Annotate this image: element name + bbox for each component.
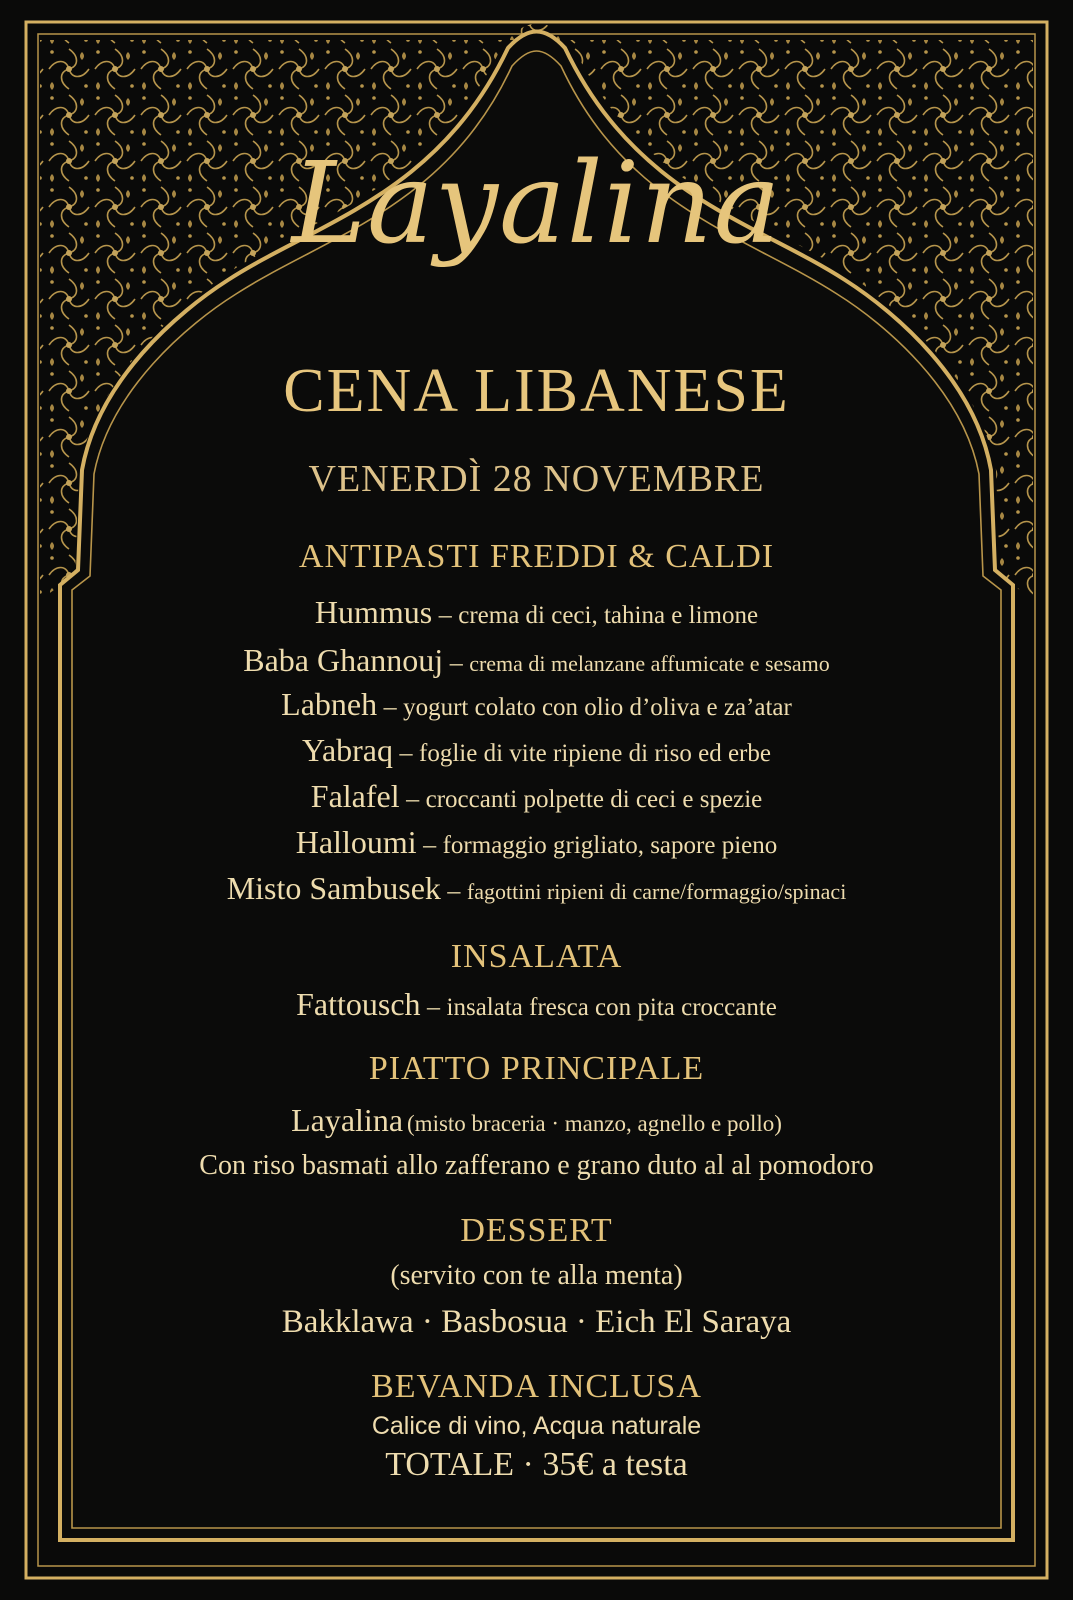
menu-item: Yabraq – foglie di vite ripiene di riso ed erbe (302, 732, 771, 768)
total-price: TOTALE · 35€ a testa (385, 1446, 688, 1483)
item-name: Halloumi (295, 824, 417, 860)
item-description: insalata fresca con pita croccante (446, 994, 777, 1021)
item-name: Misto Sambusek (226, 870, 441, 906)
event-date: VENERDÌ 28 NOVEMBRE (308, 458, 765, 500)
item-name: Falafel (310, 778, 400, 814)
item-name: Labneh (281, 686, 378, 722)
item-description: fagottini ripieni di carne/formaggio/spinaci (466, 879, 847, 904)
section-heading-antipasti: ANTIPASTI FREDDI & CALDI (298, 538, 775, 575)
section-heading-principale: PIATTO PRINCIPALE (368, 1050, 705, 1087)
menu-item: Baba Ghannouj – crema di melanzane affumicate e sesamo (243, 642, 830, 678)
item-name: Yabraq (302, 732, 393, 768)
menu-item (0, 1104, 1073, 1136)
item-name: Layalina (291, 1102, 404, 1138)
menu-item: Misto Sambusek – fagottini ripieni di carne/formaggio/spinaci (226, 870, 847, 906)
section-heading-dessert: DESSERT (460, 1212, 613, 1249)
menu-item: Falafel – croccanti polpette di ceci e spezie (310, 778, 763, 814)
main-dish-side: Con riso basmati allo zafferano e grano duto al al pomodoro (199, 1150, 874, 1181)
drinks-included: Calice di vino, Acqua naturale (371, 1412, 702, 1440)
item-description: formaggio grigliato, sapore pieno (442, 832, 778, 859)
item-name: Hummus (314, 594, 433, 630)
item-description: (misto braceria · manzo, agnello e pollo) (407, 1111, 782, 1136)
section-heading-insalata: INSALATA (450, 938, 623, 975)
item-description: croccanti polpette di ceci e spezie (425, 786, 763, 813)
restaurant-name: Layalina (291, 139, 782, 269)
event-title: CENA LIBANESE (283, 357, 790, 425)
item-description: yogurt colato con olio d’oliva e za’atar (403, 694, 792, 721)
menu-item: Labneh – yogurt colato con olio d’oliva e za’atar (281, 686, 792, 722)
menu-item: Hummus – crema di ceci, tahina e limone (314, 594, 759, 630)
section-heading-bevanda: BEVANDA INCLUSA (371, 1368, 702, 1405)
item-name: Baba Ghannouj (243, 642, 444, 678)
item-description: crema di melanzane affumicate e sesamo (469, 651, 830, 676)
menu-item: Halloumi – formaggio grigliato, sapore pieno (295, 824, 778, 860)
item-description: crema di ceci, tahina e limone (458, 602, 759, 629)
dessert-note: (servito con te alla menta) (390, 1260, 683, 1291)
dessert-items: Bakklawa · Basbosua · Eich El Saraya (281, 1304, 792, 1340)
menu-item: Fattousch – insalata fresca con pita croccante (296, 986, 777, 1022)
item-description: foglie di vite ripiene di riso ed erbe (419, 740, 771, 767)
item-name: Fattousch (296, 986, 421, 1022)
